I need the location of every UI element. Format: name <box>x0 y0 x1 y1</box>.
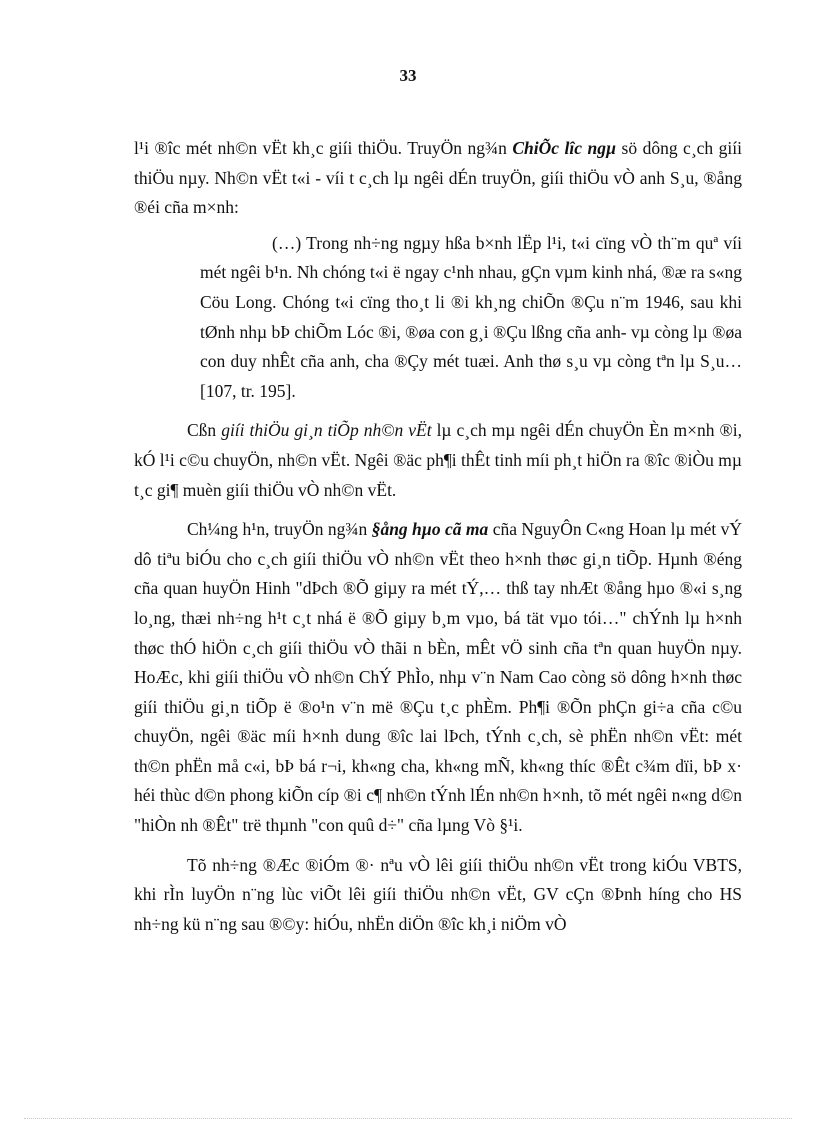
term-indirect-introduction: giíi thiÖu gi¸n tiÕp nh©n vËt <box>221 420 432 441</box>
block-quote: (…) Trong nh÷ng ngµy hßa b×nh lËp l¹i, t«i cïng vÒ th¨m quª víi mét ngêi b¹n. Nh chóng t«i ë ngay c¹nh nhau, gÇn vµm kinh nhá, ®æ ra s«ng Cöu Long. Chóng t«i cïng tho¸t li ®i kh¸ng chiÕn ®Çu n¨m 1946, sau khi tØnh nhµ bÞ chiÕm Lóc ®i, ®øa con g¸i ®Çu lßng cña anh- vµ còng lµ ®øa con duy nhÊt cña anh, cha ®Çy mét tuæi. Anh thø s¸u vµ còng tªn lµ S¸u… [107, tr. 195]. <box>200 232 742 401</box>
page-number: 33 <box>399 66 417 85</box>
paragraph-4: Tõ nh÷ng ®Æc ®iÓm ®· nªu vÒ lêi giíi thiÖu nh©n vËt trong kiÓu VBTS, khi rÌn luyÖn n¨ng lùc viÕt lêi giíi thiÖu nh©n vËt, GV cÇn ®Þnh híng cho HS nh÷ng kü n¨ng sau ®©y: hiÓu, nhËn diÖn ®îc kh¸i niÖm vÒ <box>134 854 742 934</box>
paragraph-3 <box>134 515 742 841</box>
paragraph-1-text-b: sö dông c¸ch giíi thiÖu nµy. Nh©n vËt t«i - víi t c¸ch lµ ngêi dÉn truyÖn, giíi thiÖu vÒ anh S¸u, ®ång ®éi cña m×nh: <box>134 138 742 218</box>
paragraph-1 <box>134 134 742 223</box>
story-title-dong-hao-co-ma: §ång hµo cã ma <box>371 519 489 540</box>
paragraph-3-text-b: cña NguyÔn C«ng Hoan lµ mét vÝ dô tiªu biÓu cho c¸ch giíi thiÖu vÒ nh©n vËt theo h×nh thøc gi¸n tiÕp. Hµnh ®éng cña quan huyÖn Hinh "dÞch ®Õ giµy ra mét tÝ,… thß tay nhÆt ®ång hµo ®«i s¸ng lo¸ng, thæi nh÷ng h¹t c¸t nhá ë ®Õ giµy b¸m vµo, bá tät vµo tói…" chÝnh lµ h×nh thøc thÓ hiÖn c¸ch giíi thiÖu vÒ thãi n bÈn, mÊt vÖ sinh cña tªn quan huyÖn nµy. HoÆc, khi giíi thiÖu vÒ nh©n ChÝ PhÌo, nhµ v¨n Nam Cao còng sö dông h×nh thøc giíi thiÖu gi¸n tiÕp ë ®o¹n v¨n më ®Çu t¸c phÈm. Ph¶i ®Õn phÇn gi÷a cña c©u chuyÖn, ngêi ®äc míi h×nh dung ®îc lai lÞch, tÝnh c¸ch, sè phËn nh©n vËt: mét th©n phËn må c«i, bÞ bá r¬i, kh«ng cha, kh«ng mÑ, kh«ng thíc ®Êt c¾m dïi, bÞ x· héi thùc d©n phong kiÕn cíp ®i c¶ nh©n tÝnh lÉn nh©n h×nh, tõ mét ngêi n«ng d©n "hiÒn nh ®Êt" trë thµnh "con quû d÷" cña lµng Vò §¹i. <box>134 519 742 836</box>
page-body <box>134 134 742 939</box>
paragraph-1-text-a: l¹i ®îc mét nh©n vËt kh¸c giíi thiÖu. TruyÖn ng¾n <box>134 138 513 158</box>
paragraph-2-text-a: Cßn <box>187 420 222 441</box>
story-title-chiec-luoc-nga: ChiÕc lîc ngµ <box>512 138 617 158</box>
paragraph-2 <box>134 416 742 505</box>
paragraph-2-text-b: lµ c¸ch mµ ngêi dÉn chuyÖn Èn m×nh ®i, kÓ l¹i c©u chuyÖn, nh©n vËt. Ngêi ®äc ph¶i thÊt tinh míi ph¸t hiÖn ra ®îc ®iÒu mµ t¸c gi¶ muèn giíi thiÖu vÒ nh©n vËt. <box>134 420 742 500</box>
paragraph-3-text-a: Ch¼ng h¹n, truyÖn ng¾n <box>187 519 372 540</box>
page-bottom-divider <box>24 1118 792 1119</box>
